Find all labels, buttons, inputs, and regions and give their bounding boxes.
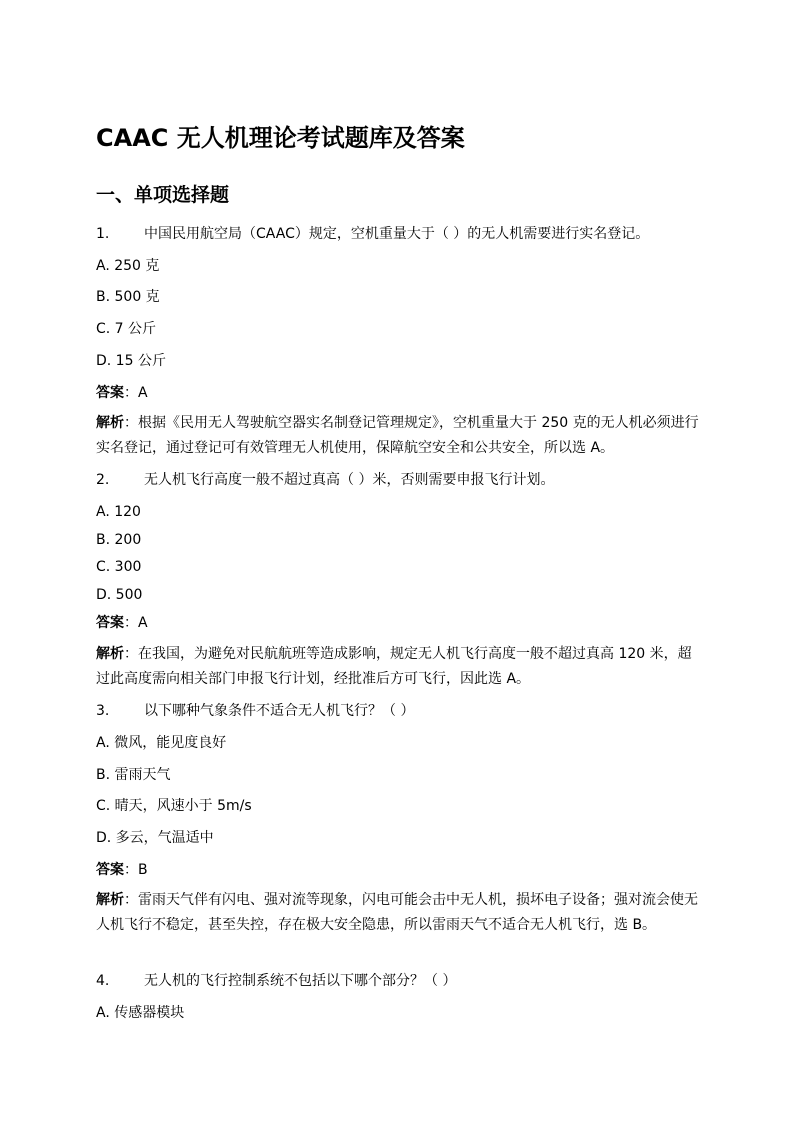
answer-value: A	[138, 385, 148, 401]
question-number: 1.	[96, 226, 110, 242]
analysis-3: 解析：雷雨天气伴有闪电、强对流等现象，闪电可能会击中无人机，损坏电子设备；强对流会使无人机飞行不稳定，甚至失控，存在极大安全隐患，所以雷雨天气不适合无人机飞行，选 B。	[96, 892, 698, 933]
answer-label: 答案	[96, 615, 124, 631]
option-2b: B. 200	[96, 532, 142, 548]
analysis-1: 解析：根据《民用无人驾驶航空器实名制登记管理规定》，空机重量大于 250 克的无人机必须进行实名登记，通过登记可有效管理无人机使用，保障航空安全和公共安全，所以选 A。	[96, 415, 699, 456]
question-number: 2.	[96, 472, 110, 488]
question-text: 中国民用航空局（CAAC）规定，空机重量大于（ ）的无人机需要进行实名登记。	[144, 226, 650, 242]
analysis-text: 根据《民用无人驾驶航空器实名制登记管理规定》，空机重量大于 250 克的无人机必须进行实名登记，通过登记可有效管理无人机使用，保障航空安全和公共安全，所以选 A。	[96, 415, 699, 456]
answer-label: 答案	[96, 385, 124, 401]
question-text: 以下哪种气象条件不适合无人机飞行？（ ）	[144, 703, 415, 719]
question-4	[96, 971, 456, 991]
document-title: CAAC 无人机理论考试题库及答案	[96, 124, 465, 152]
option-3d: D. 多云，气温适中	[96, 830, 214, 846]
answer-3: 答案：B	[96, 862, 148, 878]
analysis-2: 解析：在我国，为避免对民航航班等造成影响，规定无人机飞行高度一般不超过真高 120 米，超过此高度需向相关部门申报飞行计划，经批准后方可飞行，因此选 A。	[96, 646, 692, 687]
option-3a: A. 微风，能见度良好	[96, 735, 227, 751]
question-text: 无人机的飞行控制系统不包括以下哪个部分？（ ）	[144, 973, 457, 989]
option-4a: A. 传感器模块	[96, 1005, 185, 1021]
answer-label: 答案	[96, 862, 124, 878]
option-2d: D. 500	[96, 587, 143, 603]
option-1b: B. 500 克	[96, 289, 160, 305]
option-3c: C. 晴天，风速小于 5m/s	[96, 798, 252, 814]
analysis-text: 在我国，为避免对民航航班等造成影响，规定无人机飞行高度一般不超过真高 120 米，超过此高度需向相关部门申报飞行计划，经批准后方可飞行，因此选 A。	[96, 646, 692, 687]
analysis-text: 雷雨天气伴有闪电、强对流等现象，闪电可能会击中无人机，损坏电子设备；强对流会使无人机飞行不稳定，甚至失控，存在极大安全隐患，所以雷雨天气不适合无人机飞行，选 B。	[96, 892, 698, 933]
option-2a: A. 120	[96, 504, 141, 520]
analysis-label: 解析	[96, 415, 124, 431]
question-number: 3.	[96, 703, 110, 719]
answer-value: A	[138, 615, 148, 631]
analysis-label: 解析	[96, 892, 124, 908]
option-1c: C. 7 公斤	[96, 321, 157, 337]
question-2	[96, 470, 554, 490]
question-text: 无人机飞行高度一般不超过真高（ ）米，否则需要申报飞行计划。	[144, 472, 555, 488]
question-1	[96, 224, 649, 244]
option-2c: C. 300	[96, 559, 142, 575]
question-number: 4.	[96, 973, 110, 989]
answer-2: 答案：A	[96, 615, 148, 631]
option-3b: B. 雷雨天气	[96, 767, 171, 783]
option-1d: D. 15 公斤	[96, 353, 166, 369]
answer-1: 答案：A	[96, 385, 148, 401]
section-heading: 一、单项选择题	[96, 184, 230, 206]
analysis-label: 解析	[96, 646, 124, 662]
option-1a: A. 250 克	[96, 258, 160, 274]
question-3	[96, 701, 414, 721]
answer-value: B	[138, 862, 148, 878]
